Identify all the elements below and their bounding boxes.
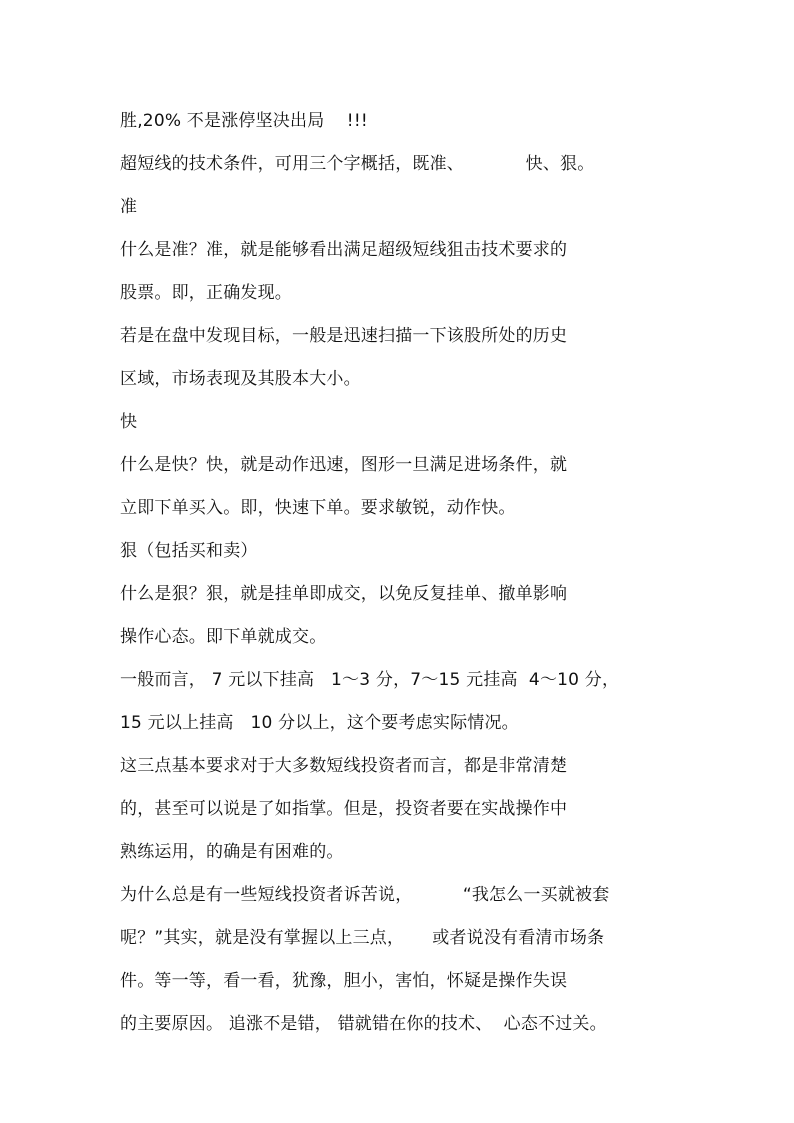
text-line: 区域，市场表现及其股本大小。	[120, 369, 361, 389]
text-line: 什么是狠？狠，就是挂单即成交，以免反复挂单、撤单影响	[120, 584, 568, 604]
text-line: 若是在盘中发现目标，一般是迅速扫描一下该股所处的历史	[120, 326, 568, 346]
text-line: 为什么总是有一些短线投资者诉苦说， “我怎么一买就被套	[120, 885, 610, 905]
text-line: 胜,20% 不是涨停坚决出局 !!!	[120, 111, 368, 131]
text-line: 的，甚至可以说是了如指掌。但是，投资者要在实战操作中	[120, 799, 568, 819]
text-line: 呢？”其实，就是没有掌握以上三点， 或者说没有看清市场条	[120, 928, 605, 948]
text-line: 熟练运用，的确是有困难的。	[120, 842, 344, 862]
section-heading-zhun: 准	[120, 197, 138, 217]
text-line: 操作心态。即下单就成交。	[120, 627, 327, 647]
text-line: 什么是快？快，就是动作迅速，图形一旦满足进场条件，就	[120, 455, 568, 475]
text-line: 的主要原因。 追涨不是错， 错就错在你的技术、 心态不过关。	[120, 1014, 607, 1034]
text-line: 15 元以上挂高 10 分以上，这个要考虑实际情况。	[120, 713, 519, 733]
text-line: 股票。即，正确发现。	[120, 283, 292, 303]
text-line: 一般而言， 7 元以下挂高 1～3 分，7～15 元挂高 4～10 分，	[120, 670, 620, 690]
text-line: 立即下单买入。即，快速下单。要求敏锐，动作快。	[120, 498, 516, 518]
text-line: 件。等一等，看一看，犹豫，胆小，害怕，怀疑是操作失误	[120, 971, 568, 991]
section-heading-hen: 狠（包括买和卖）	[120, 541, 258, 561]
text-line: 这三点基本要求对于大多数短线投资者而言，都是非常清楚	[120, 756, 568, 776]
section-heading-kuai: 快	[120, 412, 138, 432]
text-line: 超短线的技术条件，可用三个字概括，既准、 快、狠。	[120, 154, 595, 174]
text-line: 什么是准？准，就是能够看出满足超级短线狙击技术要求的	[120, 240, 568, 260]
